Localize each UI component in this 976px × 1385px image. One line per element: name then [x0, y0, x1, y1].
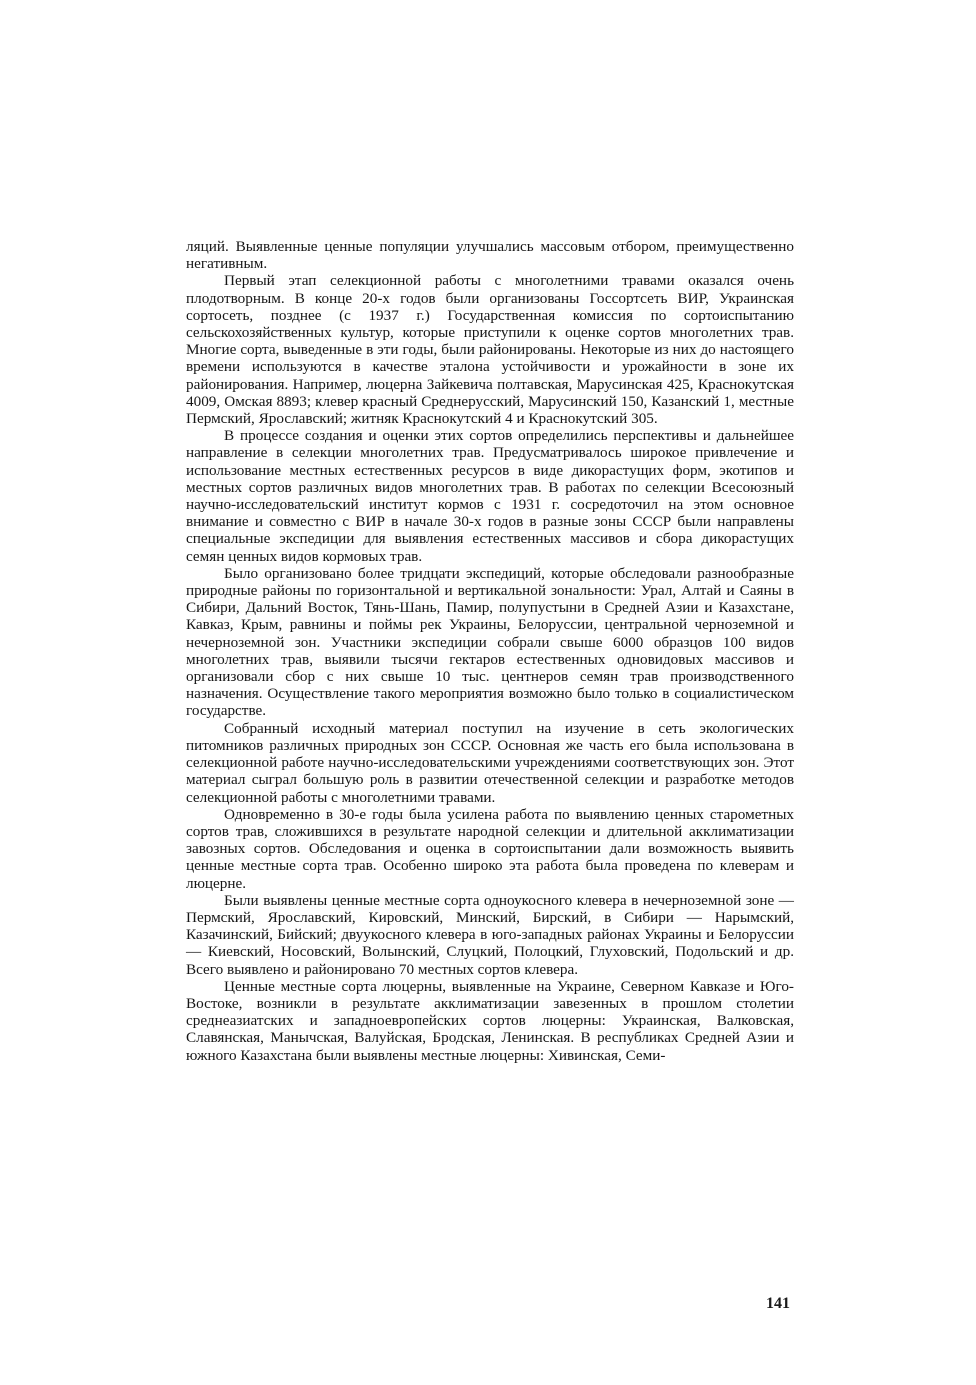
paragraph-5: Собранный исходный материал поступил на изучение в сеть экологических питомников различных природных зон СССР. Основная же часть его была использована в селекционной работе научно-исследовательскими учреждениями соответствующих зон. Этот материал сыграл большую роль в развитии отечественной селекции и разработке методов селекционной работы с многолетними травами. [186, 719, 794, 806]
paragraph-8: Ценные местные сорта люцерны, выявленные на Украине, Северном Кавказе и Юго-Востоке, возникли в результате акклиматизации завезенных в прошлом столетии среднеазиатских и западноевропейских сортов люцерны: Украинская, Валковская, Славянская, Манычская, Валуйская, Бродская, Ленинская. В республиках Средней Азии и южного Казахстана были выявлены местные люцерны: Хивинская, Семи- [186, 977, 794, 1064]
paragraph-7: Были выявлены ценные местные сорта одноукосного клевера в нечерноземной зоне — Пермский, Ярославский, Кировский, Минский, Бирский, в Сибири — Нарымский, Казачинский, Бийский; двуукосного клевера в юго-западных районах Украины и Белоруссии — Киевский, Носовский, Волынский, Слуцкий, Полоцкий, Глуховский, Подольский и др. Всего выявлено и районировано 70 местных сортов клевера. [186, 891, 794, 978]
paragraph-2: Первый этап селекционной работы с многолетними травами оказался очень плодотворным. В конце 20-х годов были организованы Госсортсеть ВИР, Украинская сортосеть, позднее (с 1937 г.) Государственная комиссия по сортоиспытанию сельскохозяйственных культур, которые приступили к оценке сортов многолетних трав. Многие сорта, выведенные в эти годы, были районированы. Некоторые из них до настоящего времени используются в качестве эталона устойчивости и урожайности в зоне их районирования. Например, люцерна Зайкевича полтавская, Марусинская 425, Краснокутская 4009, Омская 8893; клевер красный Среднерусский, Марусинский 150, Казанский 1, местные Пермский, Ярославский; житняк Краснокутский 4 и Краснокутский 305. [186, 272, 794, 428]
paragraph-6: Одновременно в 30-е годы была усилена работа по выявлению ценных старометных сортов трав, сложившихся в результате народной селекции и длительной акклиматизации завозных сортов. Обследования и оценка в сортоиспытании дали возможность выявить ценные местные сорта трав. Особенно широко эта работа была проведена по клеверам и люцерне. [186, 805, 794, 892]
page-number: 141 [766, 1295, 790, 1312]
paragraph-1: ляций. Выявленные ценные популяции улучшались массовым отбором, преимущественно негативным. [186, 238, 794, 273]
paragraph-4: Было организовано более тридцати экспедиций, которые обследовали разнообразные природные районы по горизонтальной и вертикальной зональности: Урал, Алтай и Саяны в Сибири, Дальний Восток, Тянь-Шань, Памир, полупустыни в Средней Азии и Казахстане, Кавказ, Крым, равнины и поймы рек Украины, Белоруссии, центральной черноземной и нечерноземной зон. Участники экспедиции собрали свыше 6000 образцов 100 видов многолетних трав, выявили тысячи гектаров естественных одновидовых массивов и организовали сбор с них свыше 10 тыс. центнеров семян трав производственного назначения. Осуществление такого мероприятия возможно было только в социалистическом государстве. [186, 564, 794, 720]
paragraph-3: В процессе создания и оценки этих сортов определились перспективы и дальнейшее направление в селекции многолетних трав. Предусматривалось широкое привлечение и использование местных естественных ресурсов в виде дикорастущих форм, экотипов и местных сортов различных видов многолетних трав. В работах по селекции Всесоюзный научно-исследовательский институт кормов с 1931 г. сосредоточил на этом основное внимание и совместно с ВИР в начале 30-х годов в разные зоны СССР были направлены специальные экспедиции для выявления естественных массивов и сбора дикорастущих семян ценных видов кормовых трав. [186, 427, 794, 565]
page-body [186, 238, 794, 1064]
